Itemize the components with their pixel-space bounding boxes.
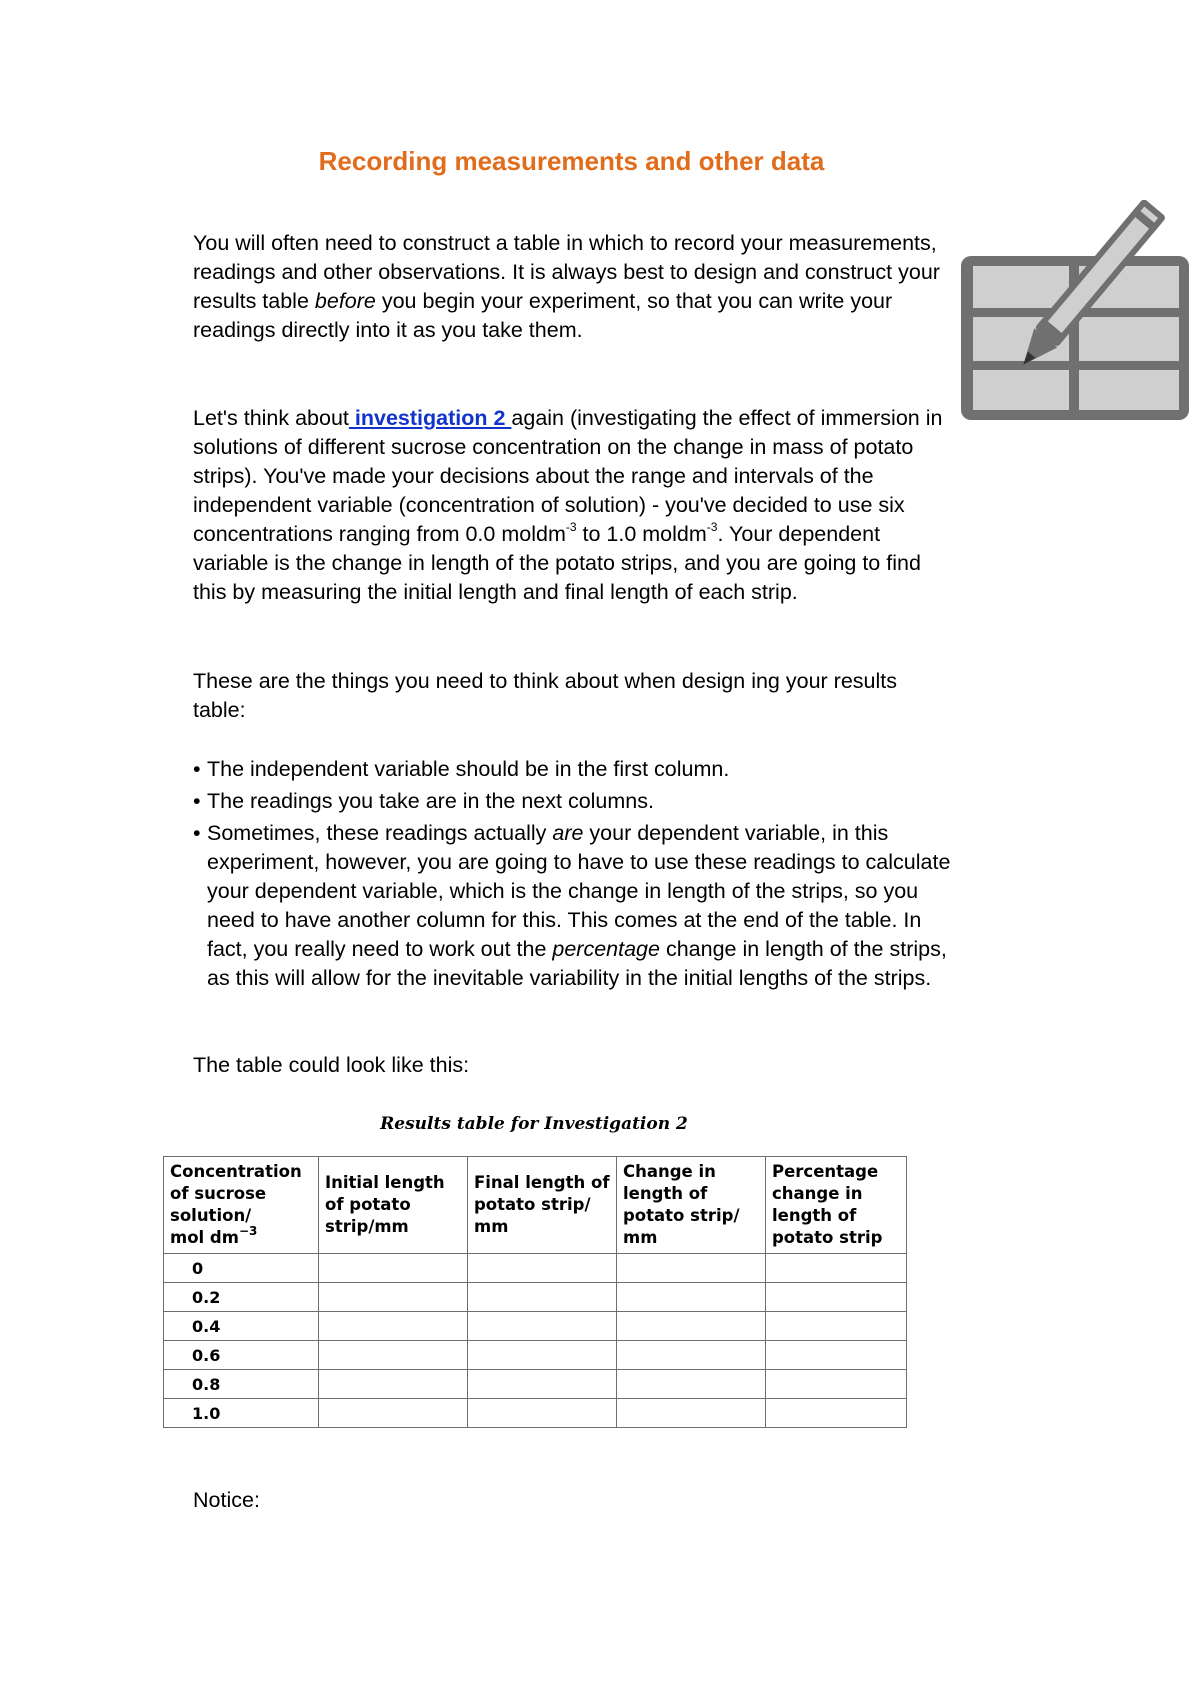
notice-label: Notice: xyxy=(193,1488,260,1512)
table-intro: The table could look like this: xyxy=(193,1053,470,1077)
table-pencil-icon xyxy=(955,200,1200,435)
table-header: Change in length of potato strip/ mm xyxy=(617,1157,766,1254)
design-paragraph: These are the things you need to think about when design ing your results table: xyxy=(193,669,897,722)
table-row: 0.2 xyxy=(164,1283,907,1312)
list-item: • Sometimes, these readings actually are your dependent variable, in this experiment, however, you are going to have to use these readings to calculate your dependent variable, which is the change in length of the strips, so you need to have another column for this. This comes at the end of the table. In fact, you really need to work out the percentage change in length of the strips, as this will allow for the inevitable variability in the initial lengths of the strips. xyxy=(193,821,951,990)
list-item: • The independent variable should be in the first column. xyxy=(193,757,730,781)
table-header: Concentration of sucrose solution/ mol $dm^{-3}$ xyxy=(164,1157,319,1254)
table-row: 0 xyxy=(164,1254,907,1283)
list-item: • The readings you take are in the next columns. xyxy=(193,789,654,813)
investigation-2-link[interactable]: investigation 2 xyxy=(348,406,512,430)
table-row: 1.0 xyxy=(164,1399,907,1428)
page-title: Recording measurements and other data xyxy=(318,146,825,176)
table-row: 0.6 xyxy=(164,1341,907,1370)
results-table xyxy=(163,1156,907,1428)
table-caption: Results table for Investigation 2 xyxy=(380,1114,688,1134)
investigation-paragraph: Let's think about investigation 2 again (investigating the effect of immersion in solutions of different sucrose concentration on the change in mass of potato strips). You've made your decisions about the range and intervals of the independent variable (concentration of solution) - you've decided to use six concentrations ranging from 0.0 moldm$^{-3}$ to 1.0 moldm$^{-3}$. Your dependent variable is the change in length of the potato strips, and you are going to find this by measuring the initial length and final length of each strip. xyxy=(193,406,943,604)
table-header: Initial length of potato strip/mm xyxy=(319,1157,468,1254)
bullet-list xyxy=(193,755,963,996)
table-row: 0.8 xyxy=(164,1370,907,1399)
table-row: 0.4 xyxy=(164,1312,907,1341)
table-header: Final length of potato strip/ mm xyxy=(468,1157,617,1254)
table-header: Percentage change in length of potato strip xyxy=(766,1157,907,1254)
intro-paragraph: You will often need to construct a table in which to record your measurements, readings and other observations. It is always best to design and construct your results table before you begin your experiment, so that you can write your readings directly into it as you take them. xyxy=(193,231,940,342)
